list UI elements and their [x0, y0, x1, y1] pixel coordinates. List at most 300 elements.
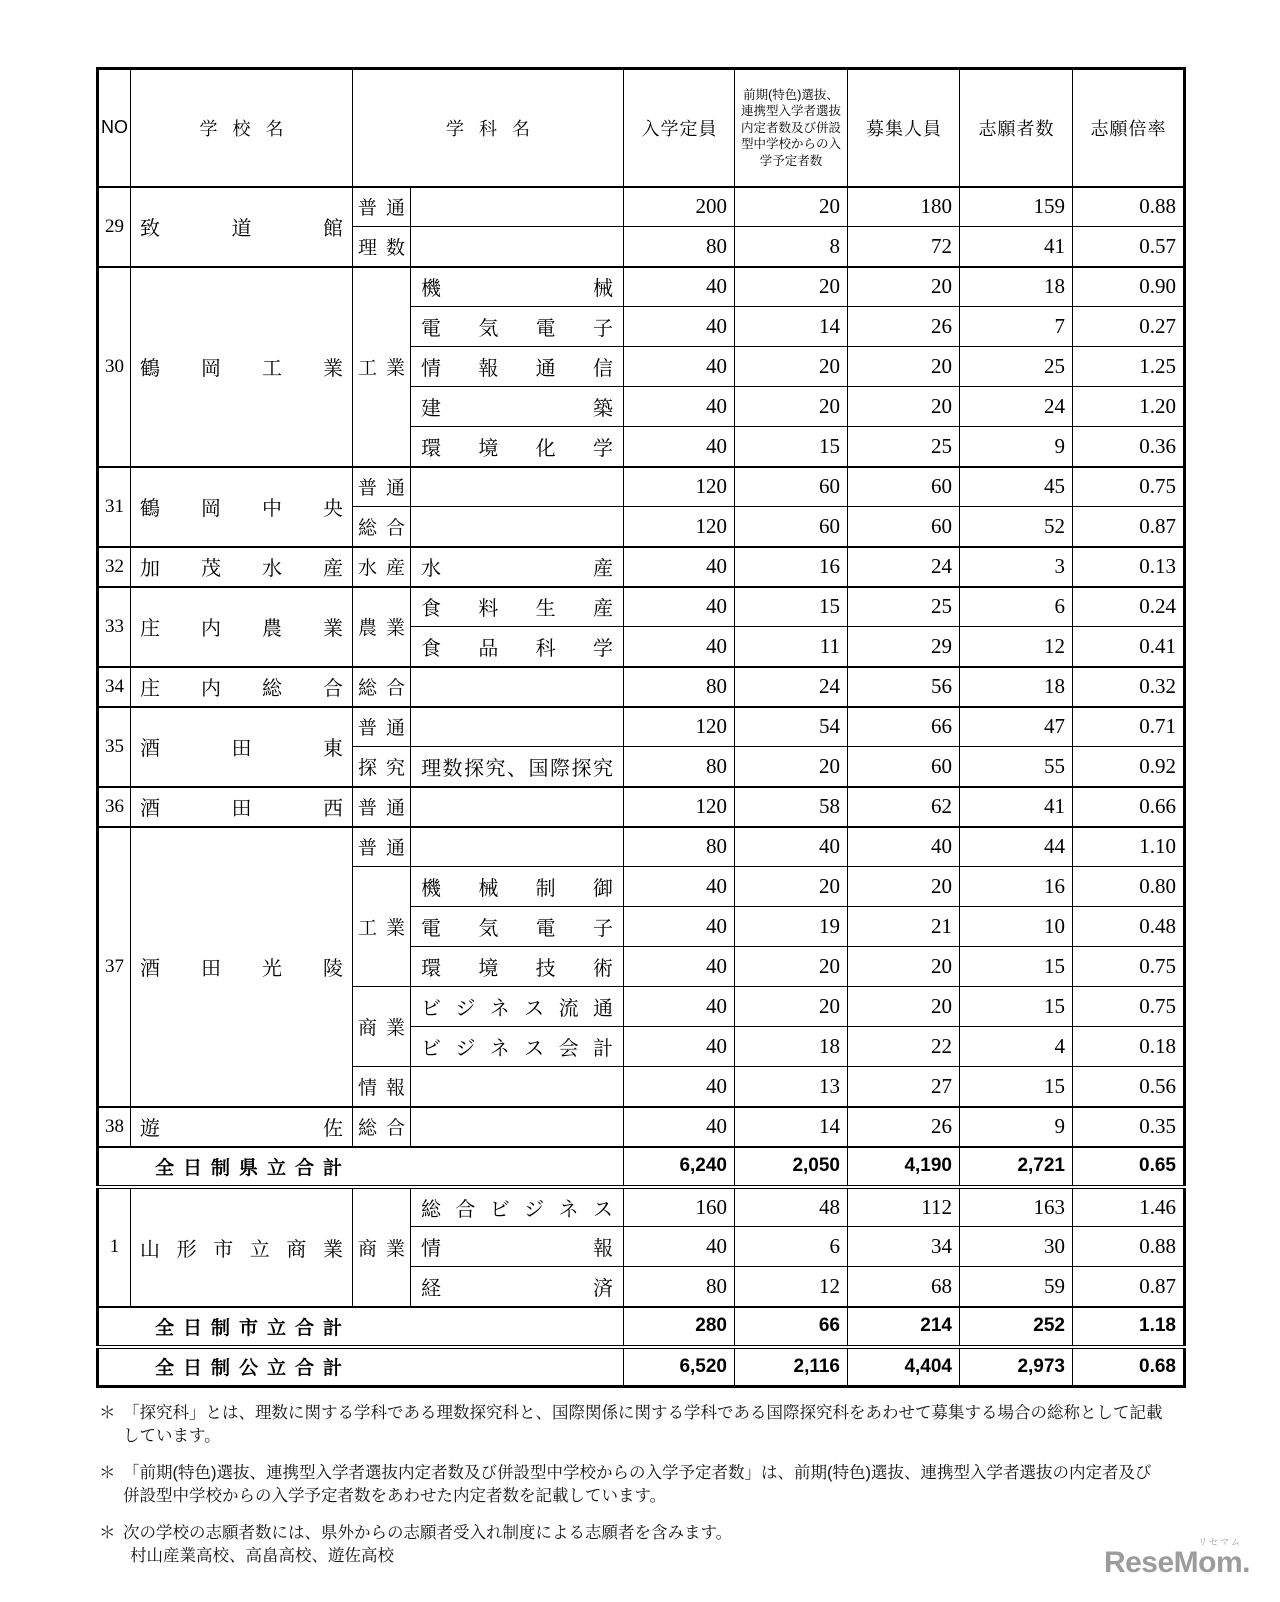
- recruit-cell: 20: [848, 987, 960, 1027]
- ratio-cell: 0.36: [1073, 427, 1185, 467]
- recruit-cell: 22: [848, 1027, 960, 1067]
- char: 総: [421, 1198, 441, 1221]
- footnote-line: 「前期(特色)選抜、連携型入学者選抜内定者数及び併設型中学校からの入学予定者数」は、前期(特色)選抜、連携型入学者選抜の内定者及び併設型中学校からの入学予定者数をあわせた内定者数を記載しています。: [123, 1463, 1152, 1506]
- char: 普: [358, 798, 378, 819]
- char: 気: [478, 918, 499, 940]
- char: 立: [249, 1238, 270, 1261]
- recruit-cell: 20: [848, 387, 960, 427]
- capacity-cell: 40: [624, 907, 735, 947]
- applicants-cell: 52: [960, 507, 1073, 547]
- char: 究: [593, 757, 613, 780]
- quota-cell: 16: [735, 547, 848, 587]
- quota-cell: 54: [735, 707, 848, 747]
- recruit-cell: 26: [848, 307, 960, 347]
- category-cell: [353, 267, 411, 467]
- recruit-cell: 56: [848, 667, 960, 707]
- char: 環: [421, 437, 441, 460]
- footnote-subline: 村山産業高校、高畠高校、遊佐高校: [130, 1547, 394, 1566]
- category-cell: [353, 1107, 411, 1147]
- char: 技: [535, 958, 556, 980]
- dept-cell: [411, 867, 624, 907]
- applicants-cell: 4: [960, 1027, 1073, 1067]
- dept-cell: [411, 1187, 624, 1227]
- ratio-cell: 0.41: [1073, 627, 1185, 667]
- char: 総: [262, 678, 282, 700]
- char: 農: [262, 618, 282, 640]
- char: 通: [592, 998, 613, 1020]
- char: ス: [524, 1038, 545, 1060]
- total-capacity-cell: 6,520: [624, 1347, 735, 1387]
- char: 情: [358, 1077, 378, 1099]
- char: 食: [421, 598, 441, 621]
- dept-cell: [411, 1027, 624, 1067]
- table-row: [98, 667, 1185, 707]
- dept-cell: [411, 1227, 624, 1267]
- applicants-cell: 41: [960, 227, 1073, 267]
- quota-cell: 8: [735, 227, 848, 267]
- col-header-no: NO: [98, 69, 131, 187]
- char: 遊: [140, 1118, 160, 1140]
- char: 通: [385, 838, 405, 860]
- quota-cell: 60: [735, 467, 848, 507]
- recruit-cell: 20: [848, 947, 960, 987]
- recruit-cell: 112: [848, 1187, 960, 1227]
- quota-cell: 48: [735, 1187, 848, 1227]
- recruit-cell: 20: [848, 867, 960, 907]
- quota-cell: 20: [735, 987, 848, 1027]
- justified-text: [131, 952, 352, 981]
- dept-cell: [411, 987, 624, 1027]
- char: 央: [323, 498, 343, 520]
- justified-text: [353, 1113, 410, 1140]
- ratio-cell: 0.18: [1073, 1027, 1185, 1067]
- applicants-cell: 30: [960, 1227, 1073, 1267]
- char: 化: [535, 437, 556, 460]
- justified-text: [131, 492, 352, 521]
- dept-cell: [411, 187, 624, 227]
- char: 品: [478, 637, 499, 660]
- char: 商: [286, 1238, 307, 1261]
- footnote-marker: ＊: [99, 1404, 116, 1422]
- table-row: [98, 787, 1185, 827]
- char: 酒: [140, 958, 160, 980]
- justified-text: [353, 193, 410, 220]
- recruit-cell: 60: [848, 747, 960, 787]
- char: 究: [485, 757, 506, 780]
- dept-cell: [411, 1067, 624, 1107]
- applicants-cell: 6: [960, 587, 1073, 627]
- char: 総: [358, 517, 378, 539]
- recruit-cell: 29: [848, 627, 960, 667]
- char: 境: [478, 958, 499, 980]
- total-applicants-cell: 252: [960, 1307, 1073, 1347]
- capacity-cell: 40: [624, 627, 735, 667]
- char: 致: [140, 218, 160, 240]
- char: 鶴: [140, 498, 160, 520]
- char: 数: [385, 237, 405, 259]
- total-ratio-cell: 0.65: [1073, 1147, 1185, 1187]
- char: 数: [442, 757, 463, 780]
- school-name-cell: [131, 827, 353, 1107]
- char: 、: [507, 757, 527, 780]
- school-name-cell: [131, 787, 353, 827]
- char: 水: [358, 558, 378, 579]
- char: 内: [201, 678, 221, 700]
- capacity-cell: 40: [624, 547, 735, 587]
- recruit-cell: 27: [848, 1067, 960, 1107]
- recruit-cell: 21: [848, 907, 960, 947]
- char: 信: [592, 358, 613, 380]
- dept-cell: [411, 747, 624, 787]
- char: 機: [421, 878, 441, 900]
- quota-cell: 60: [735, 507, 848, 547]
- recruit-cell: 68: [848, 1267, 960, 1307]
- footnote-text: [123, 1402, 1167, 1449]
- char: 環: [421, 958, 441, 980]
- char: 水: [262, 558, 282, 580]
- char: 産: [593, 558, 613, 580]
- school-name-cell: [131, 267, 353, 467]
- school-name-cell: [131, 1107, 353, 1147]
- ratio-cell: 0.87: [1073, 507, 1185, 547]
- col-header-applicants: 志願者数: [960, 69, 1073, 187]
- category-cell: [353, 707, 411, 747]
- dept-cell: [411, 587, 624, 627]
- footnote-line: 「探究科」とは、理数に関する学科である理数探究科と、国際関係に関する学科である国際探究科をあわせて募集する場合の総称として記載しています。: [123, 1404, 1163, 1446]
- justified-text: [411, 592, 623, 621]
- col-header-recruit: 募集人員: [848, 69, 960, 187]
- char: 経: [421, 1277, 441, 1300]
- dept-cell: [411, 387, 624, 427]
- capacity-cell: 40: [624, 947, 735, 987]
- char: 岡: [201, 498, 221, 520]
- quota-cell: 58: [735, 787, 848, 827]
- table-row: [98, 547, 1185, 587]
- ratio-cell: 0.66: [1073, 787, 1185, 827]
- total-ratio-cell: 1.18: [1073, 1307, 1185, 1347]
- char: 情: [421, 1238, 441, 1260]
- table-body: [98, 187, 1185, 1387]
- justified-text: [131, 552, 352, 581]
- dept-cell: [411, 427, 624, 467]
- char: 中: [262, 498, 282, 520]
- char: 陵: [323, 958, 343, 980]
- dept-cell: [411, 507, 624, 547]
- char: 道: [231, 218, 252, 240]
- applicants-cell: 41: [960, 787, 1073, 827]
- applicants-cell: 24: [960, 387, 1073, 427]
- ratio-cell: 0.75: [1073, 987, 1185, 1027]
- char: 田: [201, 958, 221, 980]
- dept-cell: [411, 267, 624, 307]
- recruit-cell: 40: [848, 827, 960, 867]
- char: 業: [385, 358, 405, 379]
- footnote: [99, 1402, 1167, 1449]
- ratio-cell: 0.90: [1073, 267, 1185, 307]
- no-cell: 31: [98, 467, 131, 547]
- capacity-cell: 80: [624, 747, 735, 787]
- justified-text: [353, 473, 410, 500]
- capacity-cell: 40: [624, 987, 735, 1027]
- recruit-cell: 62: [848, 787, 960, 827]
- ratio-cell: 0.27: [1073, 307, 1185, 347]
- char: 建: [421, 398, 441, 420]
- quota-cell: 20: [735, 267, 848, 307]
- applicants-cell: 10: [960, 907, 1073, 947]
- char: 業: [322, 1238, 343, 1261]
- char: 館: [323, 218, 343, 240]
- char: 酒: [140, 738, 160, 760]
- justified-text: [353, 753, 410, 780]
- no-cell: 30: [98, 267, 131, 467]
- footnotes: [99, 1402, 1167, 1582]
- recruit-cell: 24: [848, 547, 960, 587]
- capacity-cell: 80: [624, 227, 735, 267]
- table-row: [98, 707, 1185, 747]
- justified-text: [411, 632, 623, 661]
- char: 業: [385, 1238, 405, 1260]
- applicants-cell: 18: [960, 667, 1073, 707]
- no-cell: 35: [98, 707, 131, 787]
- quota-cell: 14: [735, 307, 848, 347]
- category-cell: [353, 227, 411, 267]
- char: 料: [478, 598, 499, 621]
- ratio-cell: 0.13: [1073, 547, 1185, 587]
- recruit-cell: 25: [848, 427, 960, 467]
- capacity-cell: 40: [624, 867, 735, 907]
- justified-text: [411, 1193, 623, 1222]
- char: 制: [535, 878, 556, 900]
- quota-cell: 24: [735, 667, 848, 707]
- justified-text: [411, 312, 623, 341]
- quota-cell: 14: [735, 1107, 848, 1147]
- dept-cell: [411, 947, 624, 987]
- total-applicants-cell: 2,721: [960, 1147, 1073, 1187]
- ratio-cell: 0.75: [1073, 467, 1185, 507]
- char: 普: [358, 198, 378, 220]
- char: 商: [358, 1018, 378, 1039]
- char: 国: [528, 757, 549, 780]
- justified-text: [353, 913, 410, 940]
- applicants-cell: 47: [960, 707, 1073, 747]
- resemom-watermark: [1104, 1538, 1250, 1578]
- total-recruit-cell: 4,190: [848, 1147, 960, 1187]
- category-cell: [353, 587, 411, 667]
- dept-cell: [411, 1107, 624, 1147]
- char: 業: [385, 618, 405, 639]
- total-quota-cell: 66: [735, 1307, 848, 1347]
- char: ビ: [421, 1038, 441, 1060]
- ratio-cell: 0.35: [1073, 1107, 1185, 1147]
- char: 庄: [140, 678, 160, 700]
- char: ビ: [489, 1198, 510, 1221]
- char: 内: [201, 618, 221, 640]
- justified-text: [411, 992, 623, 1021]
- school-name-cell: [131, 707, 353, 787]
- char: 工: [358, 918, 378, 939]
- ratio-cell: 1.25: [1073, 347, 1185, 387]
- total-capacity-cell: 280: [624, 1307, 735, 1347]
- char: 庄: [140, 618, 160, 640]
- school-name-cell: [131, 547, 353, 587]
- char: 子: [592, 918, 613, 940]
- no-cell: 32: [98, 547, 131, 587]
- school-name-cell: [131, 1187, 353, 1307]
- char: 産: [385, 558, 405, 579]
- dept-cell: [411, 227, 624, 267]
- justified-text: [411, 392, 623, 421]
- char: 工: [358, 358, 378, 379]
- justified-text: [131, 1233, 352, 1262]
- char: 学: [592, 637, 613, 660]
- school-name-cell: [131, 587, 353, 667]
- char: 東: [323, 738, 343, 760]
- total-label: 全日制県立合計: [98, 1147, 624, 1187]
- char: 通: [385, 718, 405, 740]
- quota-cell: 20: [735, 947, 848, 987]
- justified-text: [353, 673, 410, 700]
- applicants-cell: 9: [960, 1107, 1073, 1147]
- table-row: [98, 1107, 1185, 1147]
- char: 理: [358, 237, 378, 259]
- char: 境: [478, 437, 499, 460]
- char: 報: [593, 1238, 613, 1260]
- total-row: [98, 1307, 1185, 1347]
- char: 学: [592, 437, 613, 460]
- justified-text: [131, 612, 352, 641]
- justified-text: [131, 732, 352, 761]
- no-cell: 34: [98, 667, 131, 707]
- capacity-cell: 120: [624, 787, 735, 827]
- char: 工: [262, 358, 282, 380]
- applicants-cell: 59: [960, 1267, 1073, 1307]
- ratio-cell: 0.80: [1073, 867, 1185, 907]
- dept-cell: [411, 627, 624, 667]
- char: 子: [592, 318, 613, 340]
- capacity-cell: 40: [624, 307, 735, 347]
- applicants-cell: 15: [960, 987, 1073, 1027]
- char: 西: [323, 798, 343, 820]
- quota-cell: 19: [735, 907, 848, 947]
- justified-text: [353, 353, 410, 380]
- capacity-cell: 80: [624, 827, 735, 867]
- no-cell: 38: [98, 1107, 131, 1147]
- char: 御: [592, 878, 613, 900]
- applicants-cell: 9: [960, 427, 1073, 467]
- char: 電: [535, 918, 556, 940]
- justified-text: [353, 613, 410, 640]
- justified-text: [131, 672, 352, 701]
- total-row: [98, 1147, 1185, 1187]
- col-header-capacity: 入学定員: [624, 69, 735, 187]
- total-label: 全日制公立合計: [98, 1347, 624, 1387]
- table-row: [98, 467, 1185, 507]
- total-quota-cell: 2,050: [735, 1147, 848, 1187]
- watermark-logo-text: ReseMom.: [1103, 1546, 1250, 1579]
- quota-cell: 20: [735, 747, 848, 787]
- ratio-cell: 1.10: [1073, 827, 1185, 867]
- category-cell: [353, 1187, 411, 1307]
- capacity-cell: 160: [624, 1187, 735, 1227]
- char: 商: [358, 1238, 378, 1260]
- capacity-cell: 120: [624, 507, 735, 547]
- recruit-cell: 60: [848, 507, 960, 547]
- char: 科: [535, 637, 556, 660]
- quota-cell: 6: [735, 1227, 848, 1267]
- ratio-cell: 0.71: [1073, 707, 1185, 747]
- applicants-cell: 45: [960, 467, 1073, 507]
- char: ス: [524, 998, 545, 1020]
- table-row: [98, 267, 1185, 307]
- justified-text: [411, 752, 623, 781]
- char: 際: [550, 757, 570, 780]
- capacity-cell: 40: [624, 1227, 735, 1267]
- applicants-cell: 44: [960, 827, 1073, 867]
- char: 流: [558, 998, 579, 1020]
- char: 田: [231, 738, 252, 760]
- dept-cell: [411, 547, 624, 587]
- capacity-cell: 40: [624, 1067, 735, 1107]
- total-recruit-cell: 4,404: [848, 1347, 960, 1387]
- total-capacity-cell: 6,240: [624, 1147, 735, 1187]
- dept-cell: [411, 787, 624, 827]
- no-cell: 33: [98, 587, 131, 667]
- char: 通: [385, 798, 405, 819]
- capacity-cell: 80: [624, 1267, 735, 1307]
- char: 光: [262, 958, 282, 980]
- total-row: [98, 1347, 1185, 1387]
- school-name-cell: [131, 467, 353, 547]
- ratio-cell: 0.57: [1073, 227, 1185, 267]
- capacity-cell: 120: [624, 467, 735, 507]
- no-cell: 1: [98, 1187, 131, 1307]
- char: 業: [385, 918, 405, 939]
- recruit-cell: 180: [848, 187, 960, 227]
- char: 報: [478, 358, 499, 380]
- justified-text: [411, 552, 623, 581]
- quota-cell: 40: [735, 827, 848, 867]
- recruit-cell: 26: [848, 1107, 960, 1147]
- quota-cell: 12: [735, 1267, 848, 1307]
- ratio-cell: 0.32: [1073, 667, 1185, 707]
- footnote-text: [123, 1522, 1167, 1569]
- char: 山: [140, 1238, 160, 1261]
- category-cell: [353, 827, 411, 867]
- applicants-cell: 163: [960, 1187, 1073, 1227]
- char: 鶴: [140, 358, 160, 380]
- char: 電: [421, 918, 441, 940]
- char: 報: [385, 1077, 405, 1099]
- char: ジ: [524, 1198, 545, 1221]
- col-header-department: 学科名: [353, 69, 624, 187]
- capacity-cell: 40: [624, 267, 735, 307]
- char: 水: [421, 558, 441, 580]
- footnote-line: 次の学校の志願者数には、県外からの志願者受入れ制度による志願者を含みます。: [123, 1523, 733, 1542]
- footnote-marker: ＊: [99, 1463, 116, 1482]
- quota-cell: 20: [735, 187, 848, 227]
- char: 田: [231, 798, 252, 820]
- quota-cell: 18: [735, 1027, 848, 1067]
- char: ジ: [455, 998, 476, 1020]
- char: 産: [323, 558, 343, 580]
- justified-text: [411, 1272, 623, 1301]
- char: 探: [464, 757, 484, 780]
- dept-cell: [411, 1267, 624, 1307]
- justified-text: [353, 553, 410, 580]
- applicants-cell: 3: [960, 547, 1073, 587]
- dept-cell: [411, 347, 624, 387]
- footnote: [99, 1462, 1167, 1509]
